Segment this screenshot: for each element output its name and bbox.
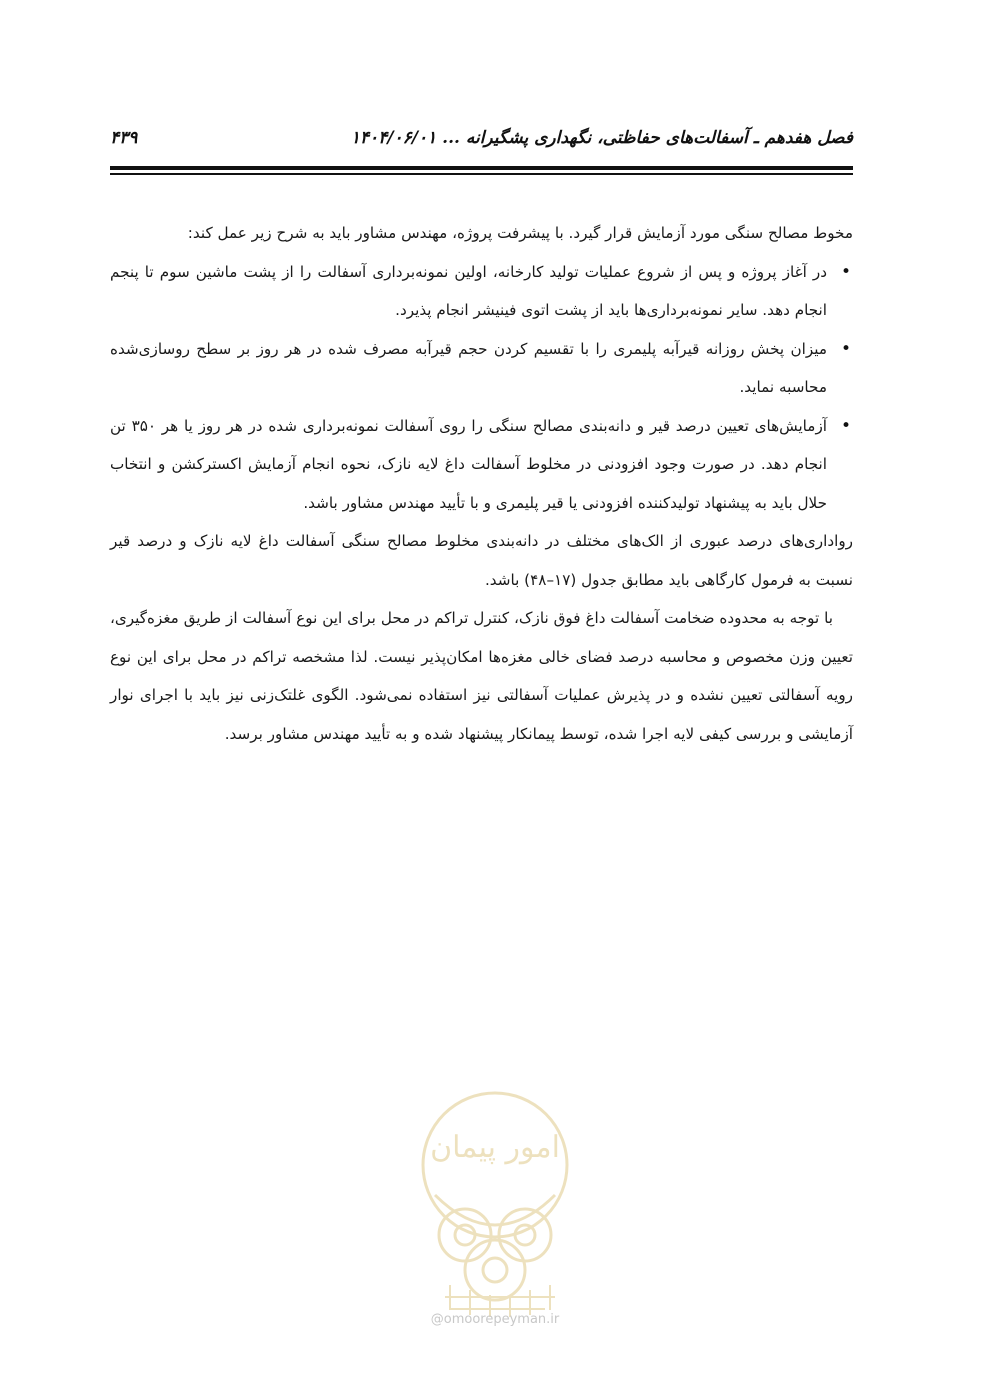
bullet-item: • میزان پخش روزانه قیرآبه پلیمری را با تقسیم کردن حجم قیرآبه مصرف شده در هر روز بر سطح روسازی‌شده محاسبه نماید.: [110, 330, 827, 407]
body-text: [110, 214, 853, 753]
watermark-circle: [423, 1093, 567, 1237]
paragraph-tolerances: رواداری‌های درصد عبوری از الک‌های مختلف در دانه‌بندی مخلوط مصالح سنگی آسفالت داغ لایه نازک و درصد قیر نسبت به فرمول کارگاهی باید مطابق جدول (۱۷–۴۸) باشد.: [110, 532, 853, 589]
bullet-item: • آزمایش‌های تعیین درصد قیر و دانه‌بندی مصالح سنگی را روی آسفالت نمونه‌برداری شده در هر روز یا هر ۳۵۰ تن انجام دهد. در صورت وجود افزودنی در مخلوط آسفالت داغ لایه نازک، نحوه انجام آزمایش اکسترکشن و انتخاب حلال باید به پیشنهاد تولیدکننده افزودنی یا قیر پلیمری و با تأیید مهندس مشاور باشد.: [110, 407, 827, 523]
header-rule-thick: [110, 166, 853, 170]
watermark-logo: [395, 1085, 595, 1325]
page-number: ۴۳۹: [110, 128, 138, 148]
bullet-item: • در آغاز پروژه و پس از شروع عملیات تولید کارخانه، اولین نمونه‌برداری آسفالت را از پشت ماشین سوم تا پنجم انجام دهد. سایر نمونه‌برداری‌ها باید از پشت اتوی فینیشر انجام پذیرد.: [110, 253, 827, 330]
chapter-title: فصل هفدهم ـ آسفالت‌های حفاظتی، نگهداری پشگیرانه ... ۱۴۰۴/۰۶/۰۱: [350, 128, 853, 148]
bullet-list: [110, 253, 853, 523]
paragraph-compaction: با توجه به محدوده ضخامت آسفالت داغ فوق نازک، کنترل تراکم در محل برای این نوع آسفالت از طریق مغزه‌گیری، تعیین وزن مخصوص و محاسبه درصد فضای خالی مغزه‌ها امکان‌پذیر نیست. لذا مشخصه تراکم در محل برای این نوع رویه آسفالتی تعیین نشده و در پذیرش عملیات آسفالتی نیز استفاده نمی‌شود. الگوی غلتک‌زنی نیز باید با اجرای نوار آزمایشی و بررسی کیفی لایه اجرا شده، توسط پیمانکار پیشنهاد شده و به تأیید مهندس مشاور برسد.: [110, 609, 853, 743]
watermark-arc: [435, 1195, 555, 1225]
paragraph-intro: مخوط مصالح سنگی مورد آزمایش قرار گیرد. با پیشرفت پروژه، مهندس مشاور باید به شرح زیر عمل کند:: [187, 224, 853, 242]
header-rule-thin: [110, 173, 853, 175]
watermark-logo-text: امور پیمان: [430, 1130, 560, 1165]
running-header: [110, 128, 853, 162]
watermark-url: @omoorepeyman.ir: [430, 1312, 560, 1327]
